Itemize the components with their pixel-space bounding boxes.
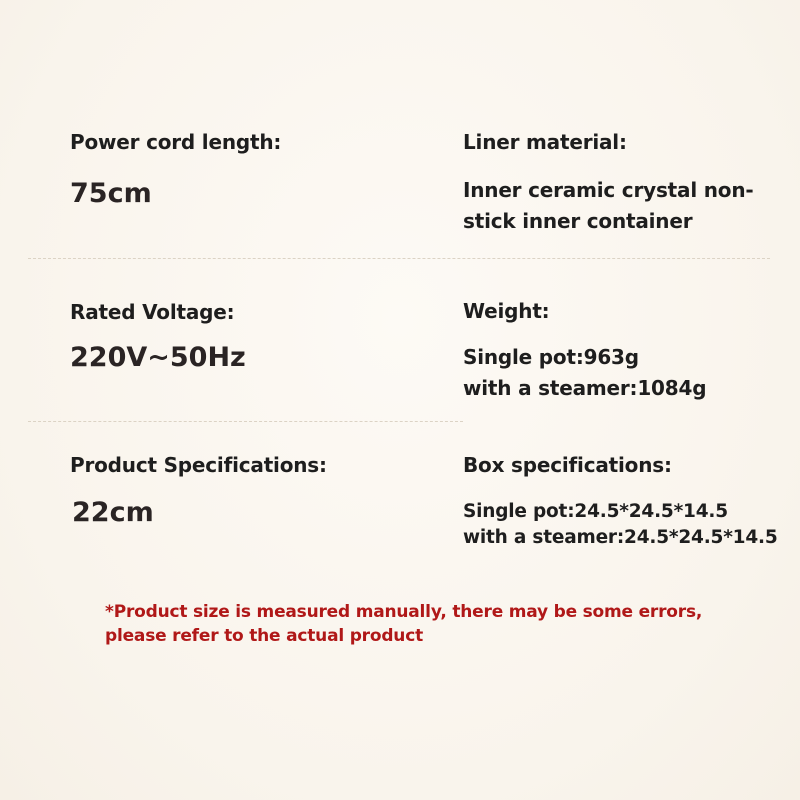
liner-material-line-2: stick inner container <box>463 209 693 233</box>
measurement-disclaimer <box>105 600 702 648</box>
box-specifications-line-2: with a steamer:24.5*24.5*14.5 <box>463 527 778 548</box>
box-specifications-label: Box specifications: <box>463 453 672 477</box>
row-divider-2 <box>28 421 463 422</box>
weight-value <box>463 342 706 404</box>
liner-material-line-1: Inner ceramic crystal non- <box>463 178 754 202</box>
product-specifications-label: Product Specifications: <box>70 453 327 477</box>
box-specifications-line-1: Single pot:24.5*24.5*14.5 <box>463 501 728 522</box>
disclaimer-line-1: *Product size is measured manually, there may be some errors, <box>105 602 703 622</box>
rated-voltage-value: 220V~50Hz <box>70 342 246 373</box>
product-specifications-value: 22cm <box>72 497 154 528</box>
rated-voltage-label: Rated Voltage: <box>70 300 235 324</box>
power-cord-label: Power cord length: <box>70 130 282 154</box>
box-specifications-value <box>463 499 778 551</box>
disclaimer-line-2: please refer to the actual product <box>105 626 424 646</box>
liner-material-value <box>463 175 753 237</box>
weight-line-2: with a steamer:1084g <box>463 376 707 400</box>
weight-line-1: Single pot:963g <box>463 345 639 369</box>
weight-label: Weight: <box>463 299 550 323</box>
power-cord-value: 75cm <box>70 178 152 209</box>
liner-material-label: Liner material: <box>463 130 627 154</box>
row-divider-1 <box>28 258 770 259</box>
